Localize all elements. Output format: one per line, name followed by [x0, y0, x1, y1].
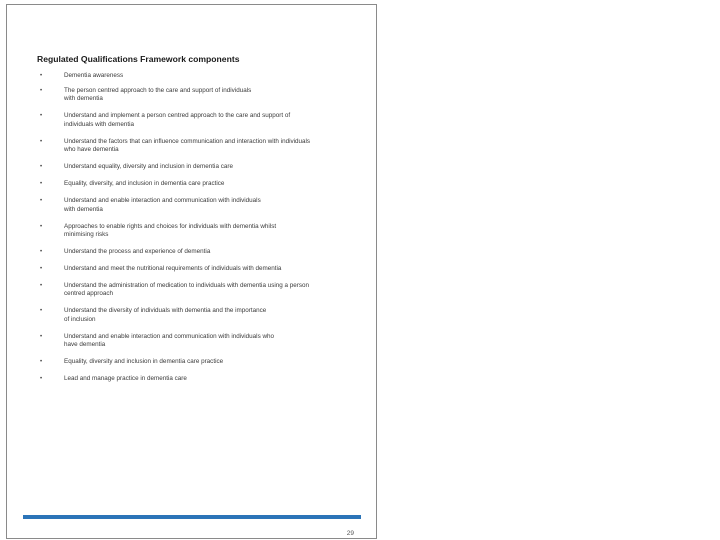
list-item-text: Equality, diversity, and inclusion in dementia care practice — [64, 180, 225, 188]
list-item-text: Equality, diversity and inclusion in dementia care practice — [64, 358, 224, 366]
list-item — [37, 87, 337, 104]
list-item-text: minimising risks — [64, 230, 109, 238]
list-item-text: individuals with dementia — [64, 120, 135, 128]
list-item-text: Understand the process and experience of dementia — [64, 247, 211, 255]
list-item-text: centred approach — [64, 290, 114, 298]
list-item — [37, 307, 337, 324]
document-page — [6, 4, 377, 539]
component-list — [37, 72, 337, 392]
list-item-text: with dementia — [64, 95, 103, 103]
list-item — [37, 112, 337, 129]
list-item-text: Understand equality, diversity and inclusion in dementia care — [64, 163, 233, 171]
list-item-text: Lead and manage practice in dementia care — [64, 375, 187, 383]
list-item-text: Dementia awareness — [64, 72, 124, 79]
list-item-text: with dementia — [64, 205, 103, 213]
list-item-text: The person centred approach to the care and support of individuals — [64, 86, 252, 94]
list-item — [37, 197, 337, 214]
list-item-text: Understand the administration of medication to individuals with dementia using a person — [64, 281, 310, 289]
list-item — [37, 265, 337, 273]
list-item — [37, 375, 337, 383]
list-item-text: Understand and enable interaction and communication with individuals who — [64, 332, 275, 340]
page-title: Regulated Qualifications Framework components — [37, 54, 240, 64]
list-item — [37, 248, 337, 256]
list-item-text: who have dementia — [64, 146, 119, 154]
page-number: 29 — [346, 530, 354, 537]
list-item-text: have dementia — [64, 341, 106, 349]
list-item-text: of inclusion — [64, 315, 96, 323]
footer-rule — [23, 515, 361, 519]
list-item-text: Understand the diversity of individuals with dementia and the importance — [64, 307, 267, 315]
list-item-text: Approaches to enable rights and choices for individuals with dementia whilst — [64, 222, 277, 230]
list-item — [37, 180, 337, 188]
list-item — [37, 282, 337, 299]
list-item — [37, 223, 337, 240]
list-item-text: Understand and enable interaction and communication with individuals — [64, 197, 261, 205]
list-item — [37, 138, 337, 155]
list-item-text: Understand the factors that can influence communication and interaction with individuals — [64, 137, 311, 145]
list-item — [37, 72, 337, 80]
list-item — [37, 163, 337, 171]
list-item-text: Understand and implement a person centred approach to the care and support of — [64, 112, 291, 120]
list-item — [37, 358, 337, 366]
list-item — [37, 333, 337, 350]
list-item-text: Understand and meet the nutritional requirements of individuals with dementia — [64, 264, 282, 272]
